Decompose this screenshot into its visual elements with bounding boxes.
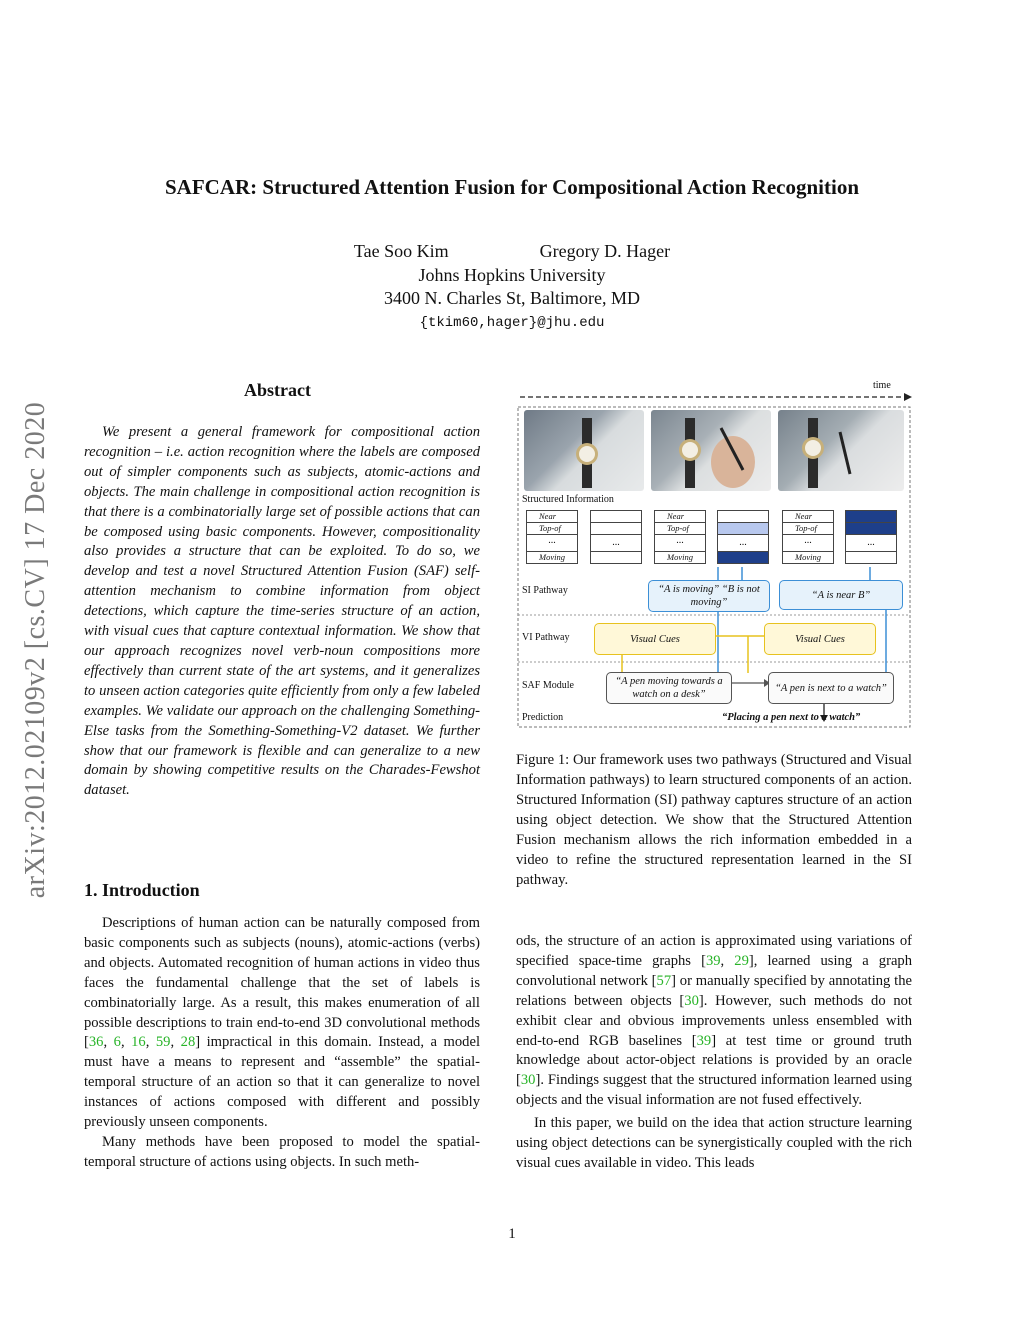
citation-link[interactable]: 57 [656,972,672,989]
si-pathway-label: SI Pathway [522,585,568,596]
arxiv-identifier-text: arXiv:2012.02109v2 [cs.CV] 17 Dec 2020 [20,401,51,899]
si-bubble-moving: “A is moving” “B is not moving” [648,580,770,612]
citation-link[interactable]: 29 [734,952,749,969]
author-names [0,241,1024,262]
citation-link[interactable]: 28 [180,1034,196,1051]
figure-1-caption: Figure 1: Our framework uses two pathways (Structured and Visual Information pathways) to learn structured components of an action. Structured Information (SI) pathway captures structure of an action using object detection. We show that the Structured Attention Fusion mechanism allows the rich information embedded in a video to refine the structured representation learned in the SI pathway. [516,752,912,888]
structure-table: Near Top-of ... Moving [526,510,578,564]
email: {tkim60,hager}@jhu.edu [419,315,605,331]
si-bubble-near: “A is near B” [779,580,903,610]
citation-link[interactable]: 16 [131,1034,146,1051]
citation-link[interactable]: 30 [684,992,699,1009]
citation-link[interactable]: 59 [155,1034,171,1051]
abstract-body [84,423,480,801]
introduction-heading: 1. Introduction [84,880,200,900]
page-number: 1 [508,1226,516,1242]
prediction-label: Prediction [522,712,564,723]
video-frame-1 [524,410,644,491]
structure-table: ... [717,510,769,564]
saf-bubble-1: “A pen moving towards a watch on a desk” [606,672,732,704]
video-frame-3 [778,410,904,491]
author-1: Tae Soo Kim [353,241,449,261]
citation-link[interactable]: 39 [705,952,721,969]
citation-link[interactable]: 36 [88,1034,104,1051]
structure-table: ... [590,510,642,564]
saf-bubble-2: “A pen is next to a watch” [768,672,894,704]
abstract-text: We present a general framework for compositional action recognition – i.e. action recognition where the labels are composed out of simpler components such as subjects, atomic-actions and objects. The main challenge in compositional action recognition is that there is a combinatorially large set of possible actions that can be composed using basic components. However, compositionality also provides a structure that can be exploited. To do so, we develop and test a novel Structured Attention Fusion (SAF) self-attention mechanism to combine information from object detections, which capture the time-series structure of an action, with visual cues that capture contextual information. We show that our approach recognizes novel verb-noun compositions more effectively than current state of the art systems, and it generalizes to unseen action categories quite efficiently from only a few labeled examples. We validate our approach on the challenging Something-Else tasks from the Something-Something-V2 dataset. We further show that our framework is flexible and can generalize to a new domain by showing competitive results on the Charades-Fewshot dataset. [84,424,480,799]
vi-bubble-1: Visual Cues [594,623,716,655]
intro-right-column [516,932,912,1174]
intro-paragraph-1: Descriptions of human action can be naturally composed from basic components such as subjects (nouns), atomic-actions (verbs) and objects. Automated recognition of human actions in video thus faces the fundamental challenge that the set of labels is combinatorially large. As a result, this makes enumeration of all possible descriptions to train end-to-end 3D convolutional methods [36, 6, 16, 59, 28] impractical in this domain. Instead, a model must have a means to represent and “assemble” the spatial-temporal structure of an action so that it can generalize to novel instances of actions composed with different and possibly previously unseen components. [84,915,480,1131]
structure-table: ... [845,510,897,564]
abstract-heading: Abstract [244,380,311,400]
vi-pathway-label: VI Pathway [522,632,570,643]
intro-left-column [84,914,480,1173]
structure-table: Near Top-of ... Moving [782,510,834,564]
affiliation: Johns Hopkins University [418,265,606,285]
citation-link[interactable]: 39 [696,1032,712,1049]
intro-paragraph-2: Many methods have been proposed to model the spatial-temporal structure of actions using objects. In such meth- [84,1133,480,1170]
intro-paragraph-4: In this paper, we build on the idea that action structure learning using object detections can be synergistically coupled with the rich visual cues available in video. This leads [516,1115,912,1171]
structured-information-label: Structured Information [522,494,614,505]
saf-module-label: SAF Module [522,680,574,691]
citation-link[interactable]: 6 [113,1034,121,1051]
figure-1 [512,377,916,737]
video-frame-2 [651,410,771,491]
vi-bubble-2: Visual Cues [764,623,876,655]
intro-paragraph-3: ods, the structure of an action is approximated using variations of specified space-time graphs [39, 29], learned using a graph convolutional network [57] or manually specified by annotating the relations between objects [30]. However, such methods do not exhibit clear and obvious improvements unless ensembled with end-to-end RGB baselines [39] at test time or ground truth knowledge about actor-object relations is provided by an oracle [30]. Findings suggest that the structured information learned using objects and the visual information are not fused effectively. [516,933,913,1109]
time-label: time [873,380,891,391]
citation-link[interactable]: 30 [520,1072,536,1089]
author-2: Gregory D. Hager [539,241,671,261]
address: 3400 N. Charles St, Baltimore, MD [384,288,640,308]
paper-title: SAFCAR: Structured Attention Fusion for Compositional Action Recognition [165,175,859,199]
structure-table: Near Top-of ... Moving [654,510,706,564]
prediction-text: “Placing a pen next to a watch” [722,712,861,723]
